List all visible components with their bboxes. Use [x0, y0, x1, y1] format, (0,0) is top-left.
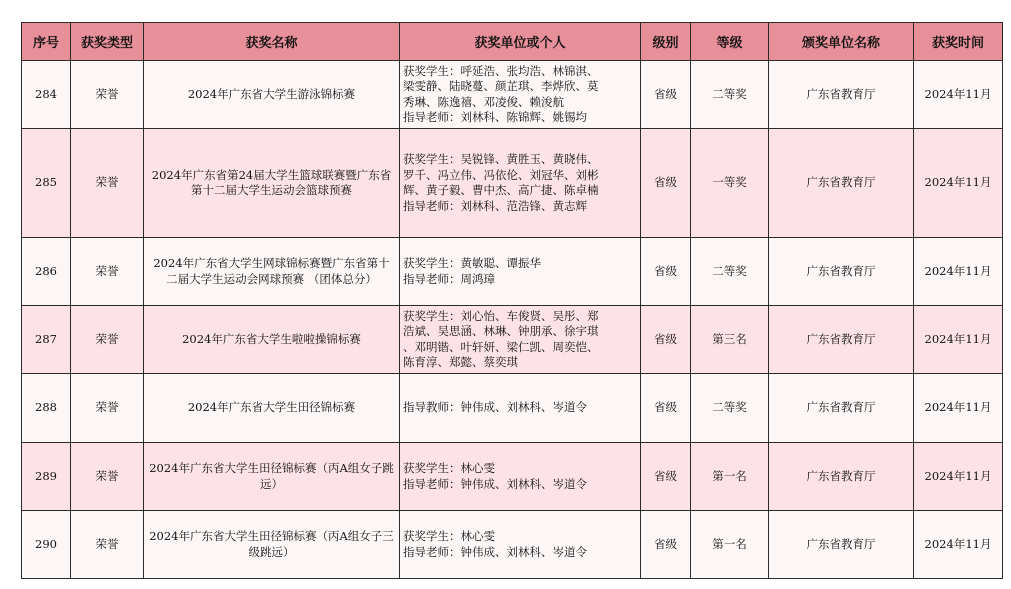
- winners-line: 指导老师：周鸿璋: [403, 271, 495, 286]
- cell-issuer: 广东省教育厅: [769, 306, 914, 374]
- cell-type: 荣誉: [71, 306, 144, 374]
- table-row: [22, 306, 1003, 374]
- table-row: [22, 238, 1003, 306]
- cell-name: 2024年广东省大学生田径锦标赛（丙A组女子三级跳远）: [144, 511, 400, 579]
- cell-issuer: 广东省教育厅: [769, 238, 914, 306]
- cell-time: 2024年11月: [914, 129, 1003, 238]
- winners-line: 指导老师：刘林科、范浩锋、黄志辉: [403, 198, 587, 213]
- cell-type: 荣誉: [71, 61, 144, 129]
- cell-level: 省级: [641, 443, 691, 511]
- cell-issuer: 广东省教育厅: [769, 129, 914, 238]
- cell-time: 2024年11月: [914, 443, 1003, 511]
- winners-line: 梁雯静、陆晓蔓、颜芷琪、李烨欣、莫: [403, 79, 599, 93]
- header-row: [22, 23, 1003, 61]
- cell-winners: [400, 238, 641, 306]
- cell-issuer: 广东省教育厅: [769, 61, 914, 129]
- cell-grade: 第一名: [691, 443, 769, 511]
- cell-time: 2024年11月: [914, 511, 1003, 579]
- header-grade: 等级: [691, 23, 769, 61]
- winners-line: 获奖学生：林心雯: [403, 529, 495, 543]
- header-winners: 获奖单位或个人: [400, 23, 641, 61]
- cell-no: 287: [22, 306, 71, 374]
- cell-type: 荣誉: [71, 374, 144, 443]
- cell-time: 2024年11月: [914, 374, 1003, 443]
- cell-name: 2024年广东省大学生网球锦标赛暨广东省第十二届大学生运动会网球预赛 （团体总分）: [144, 238, 400, 306]
- table-row: [22, 443, 1003, 511]
- cell-time: 2024年11月: [914, 61, 1003, 129]
- header-name: 获奖名称: [144, 23, 400, 61]
- cell-grade: 一等奖: [691, 129, 769, 238]
- cell-level: 省级: [641, 511, 691, 579]
- header-type: 获奖类型: [71, 23, 144, 61]
- cell-grade: 第三名: [691, 306, 769, 374]
- cell-grade: 二等奖: [691, 238, 769, 306]
- cell-no: 285: [22, 129, 71, 238]
- cell-issuer: 广东省教育厅: [769, 511, 914, 579]
- cell-type: 荣誉: [71, 443, 144, 511]
- cell-time: 2024年11月: [914, 306, 1003, 374]
- cell-winners: [400, 61, 641, 129]
- header-level: 级别: [641, 23, 691, 61]
- cell-no: 289: [22, 443, 71, 511]
- awards-table-container: [21, 22, 1003, 579]
- cell-winners: [400, 374, 641, 443]
- winners-line: 浩斌、吴思涵、林琳、钟朋承、徐宇琪: [403, 324, 599, 338]
- cell-winners: [400, 129, 641, 238]
- winners-line: 指导老师：钟伟成、刘林科、岑道令: [403, 544, 587, 559]
- winners-line: 陈育淳、郑懿、蔡奕琪: [403, 355, 518, 369]
- cell-type: 荣誉: [71, 129, 144, 238]
- winners-line: 获奖学生：林心雯: [403, 461, 495, 475]
- table-row: [22, 374, 1003, 443]
- cell-grade: 二等奖: [691, 374, 769, 443]
- winners-line: 指导老师：钟伟成、刘林科、岑道令: [403, 476, 587, 491]
- winners-line: 获奖学生：刘心怡、车俊贤、吴彤、郑: [403, 308, 599, 323]
- winners-line: 秀琳、陈逸禧、邓凌俊、赖浚航: [403, 94, 564, 109]
- cell-no: 284: [22, 61, 71, 129]
- cell-no: 286: [22, 238, 71, 306]
- header-time: 获奖时间: [914, 23, 1003, 61]
- winners-line: 指导老师：刘林科、陈锦辉、姚锡均: [403, 110, 587, 124]
- winners-line: 辉、黄子毅、曹中杰、高广捷、陈卓楠: [403, 183, 599, 197]
- cell-name: 2024年广东省大学生啦啦操锦标赛: [144, 306, 400, 374]
- winners-line: 指导教师：钟伟成、刘林科、岑道令: [403, 400, 587, 415]
- cell-winners: [400, 443, 641, 511]
- winners-line: 获奖学生：呼延浩、张均浩、林锦淇、: [403, 63, 599, 78]
- cell-grade: 第一名: [691, 511, 769, 579]
- cell-no: 290: [22, 511, 71, 579]
- cell-level: 省级: [641, 374, 691, 443]
- table-row: [22, 511, 1003, 579]
- awards-table: [21, 22, 1003, 579]
- cell-name: 2024年广东省大学生田径锦标赛: [144, 374, 400, 443]
- winners-line: 、邓明锴、叶轩妍、梁仁凯、周奕恺、: [403, 339, 599, 354]
- cell-no: 288: [22, 374, 71, 443]
- table-row: [22, 129, 1003, 238]
- winners-line: 获奖学生：黄敏聪、谭振华: [403, 256, 541, 270]
- cell-level: 省级: [641, 238, 691, 306]
- table-row: [22, 61, 1003, 129]
- cell-level: 省级: [641, 129, 691, 238]
- cell-grade: 二等奖: [691, 61, 769, 129]
- header-no: 序号: [22, 23, 71, 61]
- cell-winners: [400, 511, 641, 579]
- cell-level: 省级: [641, 306, 691, 374]
- cell-name: 2024年广东省大学生田径锦标赛（丙A组女子跳远）: [144, 443, 400, 511]
- cell-winners: [400, 306, 641, 374]
- cell-issuer: 广东省教育厅: [769, 443, 914, 511]
- cell-type: 荣誉: [71, 511, 144, 579]
- winners-line: 获奖学生：吴锐锋、黄胜玉、黄晓伟、: [403, 152, 599, 166]
- cell-level: 省级: [641, 61, 691, 129]
- cell-time: 2024年11月: [914, 238, 1003, 306]
- header-issuer: 颁奖单位名称: [769, 23, 914, 61]
- cell-name: 2024年广东省大学生游泳锦标赛: [144, 61, 400, 129]
- winners-line: 罗千、冯立伟、冯依伦、刘冠华、刘彬: [403, 167, 599, 182]
- cell-type: 荣誉: [71, 238, 144, 306]
- cell-name: 2024年广东省第24届大学生篮球联赛暨广东省第十二届大学生运动会篮球预赛: [144, 129, 400, 238]
- cell-issuer: 广东省教育厅: [769, 374, 914, 443]
